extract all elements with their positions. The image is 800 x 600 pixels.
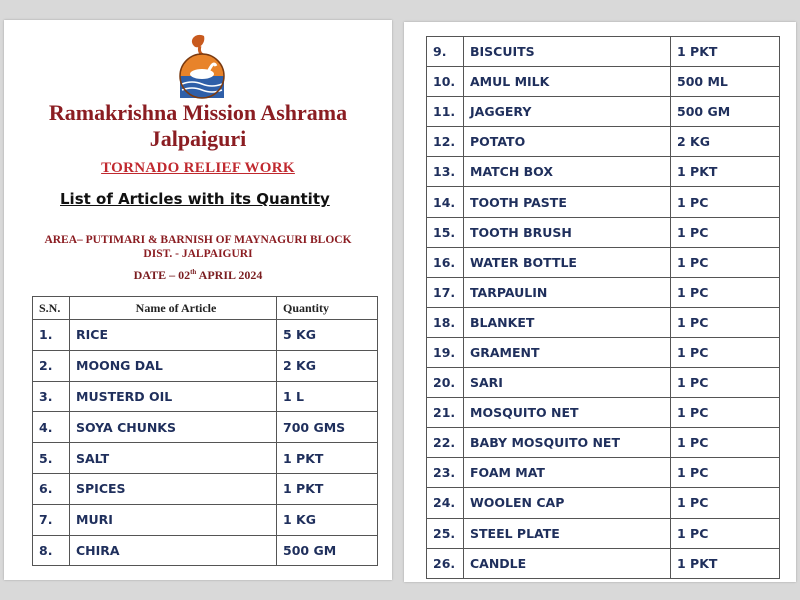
item-quantity: 5 KG xyxy=(277,320,378,351)
item-quantity: 1 PC xyxy=(671,337,780,367)
item-quantity: 1 PC xyxy=(671,398,780,428)
item-name: SALT xyxy=(70,443,277,474)
header-quantity: Quantity xyxy=(277,297,378,320)
item-quantity: 1 PC xyxy=(671,518,780,548)
item-sn: 6. xyxy=(33,473,70,504)
table-row xyxy=(427,157,780,187)
table-row xyxy=(33,381,378,412)
table-row xyxy=(33,412,378,443)
table-header-row xyxy=(33,297,378,320)
item-name: TARPAULIN xyxy=(464,277,671,307)
table-row xyxy=(33,535,378,566)
item-sn: 23. xyxy=(427,458,464,488)
item-name: TOOTH PASTE xyxy=(464,187,671,217)
item-name: CANDLE xyxy=(464,548,671,578)
item-sn: 25. xyxy=(427,518,464,548)
item-name: BLANKET xyxy=(464,307,671,337)
document-subtitle: TORNADO RELIEF WORK xyxy=(101,160,295,176)
item-quantity: 1 PC xyxy=(671,458,780,488)
item-quantity: 1 KG xyxy=(277,504,378,535)
item-sn: 3. xyxy=(33,381,70,412)
table-row xyxy=(427,368,780,398)
item-quantity: 1 PC xyxy=(671,217,780,247)
date-rest: APRIL 2024 xyxy=(196,268,263,282)
articles-table-body-2 xyxy=(427,37,780,579)
item-sn: 26. xyxy=(427,548,464,578)
item-sn: 8. xyxy=(33,535,70,566)
item-sn: 7. xyxy=(33,504,70,535)
item-sn: 19. xyxy=(427,337,464,367)
item-quantity: 500 GM xyxy=(277,535,378,566)
item-sn: 11. xyxy=(427,97,464,127)
item-sn: 24. xyxy=(427,488,464,518)
item-sn: 20. xyxy=(427,368,464,398)
item-name: JAGGERY xyxy=(464,97,671,127)
item-quantity: 1 PKT xyxy=(671,37,780,67)
item-quantity: 1 PC xyxy=(671,488,780,518)
item-name: MOSQUITO NET xyxy=(464,398,671,428)
item-name: MURI xyxy=(70,504,277,535)
date-line xyxy=(4,265,392,282)
item-quantity: 1 PC xyxy=(671,368,780,398)
articles-table-part-1 xyxy=(32,296,378,566)
table-row xyxy=(33,443,378,474)
item-quantity: 2 KG xyxy=(671,127,780,157)
item-sn: 4. xyxy=(33,412,70,443)
table-row xyxy=(427,488,780,518)
item-name: TOOTH BRUSH xyxy=(464,217,671,247)
item-sn: 22. xyxy=(427,428,464,458)
item-sn: 14. xyxy=(427,187,464,217)
district-line: DIST. - JALPAIGURI xyxy=(143,248,253,260)
item-quantity: 1 L xyxy=(277,381,378,412)
item-quantity: 1 PC xyxy=(671,307,780,337)
item-sn: 21. xyxy=(427,398,464,428)
item-quantity: 2 KG xyxy=(277,350,378,381)
item-sn: 18. xyxy=(427,307,464,337)
item-name: BISCUITS xyxy=(464,37,671,67)
item-name: GRAMENT xyxy=(464,337,671,367)
item-quantity: 1 PC xyxy=(671,247,780,277)
right-page xyxy=(404,22,796,582)
table-row xyxy=(427,277,780,307)
item-sn: 12. xyxy=(427,127,464,157)
item-name: SOYA CHUNKS xyxy=(70,412,277,443)
item-name: CHIRA xyxy=(70,535,277,566)
header-name: Name of Article xyxy=(70,297,277,320)
table-row xyxy=(427,337,780,367)
item-name: WOOLEN CAP xyxy=(464,488,671,518)
item-name: BABY MOSQUITO NET xyxy=(464,428,671,458)
table-row xyxy=(33,504,378,535)
ramakrishna-mission-emblem-icon xyxy=(174,32,230,102)
item-name: AMUL MILK xyxy=(464,67,671,97)
item-name: WATER BOTTLE xyxy=(464,247,671,277)
table-row xyxy=(427,127,780,157)
table-row xyxy=(427,97,780,127)
item-sn: 2. xyxy=(33,350,70,381)
item-quantity: 1 PKT xyxy=(277,443,378,474)
table-row xyxy=(427,307,780,337)
item-name: MUSTERD OIL xyxy=(70,381,277,412)
item-sn: 10. xyxy=(427,67,464,97)
item-quantity: 1 PC xyxy=(671,187,780,217)
item-name: POTATO xyxy=(464,127,671,157)
organization-location: Jalpaiguri xyxy=(149,126,247,151)
area-line: AREA– PUTIMARI & BARNISH OF MAYNAGURI BLOCK xyxy=(44,234,352,246)
item-quantity: 1 PKT xyxy=(671,157,780,187)
organization-name: Ramakrishna Mission Ashrama xyxy=(48,100,348,125)
table-row xyxy=(33,350,378,381)
header-sn: S.N. xyxy=(33,297,70,320)
articles-table-part-2 xyxy=(426,36,780,579)
item-name: SARI xyxy=(464,368,671,398)
item-name: FOAM MAT xyxy=(464,458,671,488)
date-prefix: DATE – 02 xyxy=(133,268,191,282)
item-name: RICE xyxy=(70,320,277,351)
item-sn: 15. xyxy=(427,217,464,247)
table-row xyxy=(33,320,378,351)
table-row xyxy=(427,217,780,247)
left-page xyxy=(4,20,392,580)
table-row xyxy=(427,67,780,97)
item-sn: 5. xyxy=(33,443,70,474)
table-row xyxy=(427,398,780,428)
item-quantity: 500 GM xyxy=(671,97,780,127)
table-row xyxy=(427,37,780,67)
item-quantity: 500 ML xyxy=(671,67,780,97)
item-quantity: 1 PC xyxy=(671,428,780,458)
item-name: STEEL PLATE xyxy=(464,518,671,548)
item-name: MOONG DAL xyxy=(70,350,277,381)
date-ordinal: th xyxy=(190,268,197,276)
table-row xyxy=(427,518,780,548)
table-row xyxy=(427,187,780,217)
item-name: MATCH BOX xyxy=(464,157,671,187)
list-heading: List of Articles with its Quantity xyxy=(60,190,330,208)
item-quantity: 1 PKT xyxy=(277,473,378,504)
table-row xyxy=(33,473,378,504)
item-quantity: 1 PC xyxy=(671,277,780,307)
table-row xyxy=(427,548,780,578)
table-row xyxy=(427,428,780,458)
item-sn: 17. xyxy=(427,277,464,307)
item-sn: 9. xyxy=(427,37,464,67)
table-row xyxy=(427,247,780,277)
item-quantity: 700 GMS xyxy=(277,412,378,443)
item-sn: 1. xyxy=(33,320,70,351)
item-sn: 13. xyxy=(427,157,464,187)
item-sn: 16. xyxy=(427,247,464,277)
articles-table-body-1 xyxy=(33,320,378,566)
item-quantity: 1 PKT xyxy=(671,548,780,578)
item-name: SPICES xyxy=(70,473,277,504)
table-row xyxy=(427,458,780,488)
